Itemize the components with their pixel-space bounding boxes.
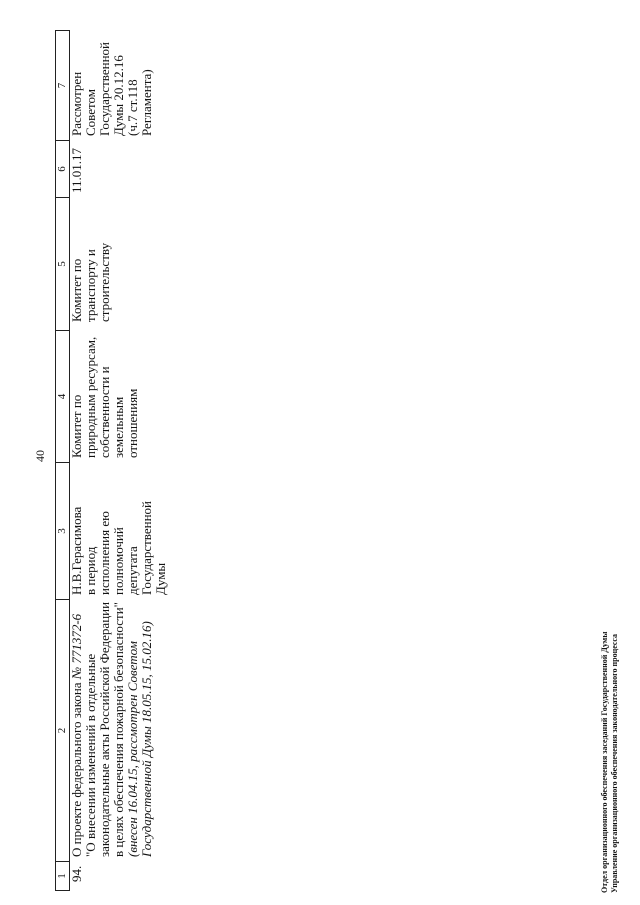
bill-title-line: законодательные акты Российской Федерации [97, 601, 112, 857]
page-number: 40 [33, 450, 47, 462]
initiator-line: исполнения ею [97, 511, 112, 595]
date-value: 11.01.17 [69, 147, 84, 193]
co-committee-line: транспорту и [83, 249, 98, 322]
table-row [70, 30, 168, 891]
committee-line: собственности и [97, 366, 112, 458]
bill-title-line: "О внесении изменений в отдельные [83, 653, 98, 857]
table-header-row [55, 30, 70, 891]
page-footer [600, 632, 620, 893]
header-cell-3: 3 [56, 462, 69, 599]
initiator-line: Думы [153, 562, 168, 595]
committee-line: природным ресурсам, [83, 336, 98, 458]
initiator-line: Н.В.Герасимова [69, 506, 84, 595]
status-line: Рассмотрен [69, 71, 84, 136]
bill-note-line: Государственной Думы 18.05.15, 15.02.16) [139, 621, 154, 857]
header-cell-4: 4 [56, 330, 69, 462]
co-committee-line: строительству [97, 242, 112, 322]
header-cell-5: 5 [56, 197, 69, 330]
header-cell-7: 7 [56, 30, 69, 140]
status-line: Думы 20.12.16 [111, 55, 126, 136]
header-cell-1: 1 [56, 861, 69, 891]
row-number: 94. [69, 865, 84, 882]
initiator-line: Государственной [139, 500, 154, 595]
initiator-cell [70, 462, 168, 599]
co-committee-line: Комитет по [69, 258, 84, 322]
status-line: Советом [83, 89, 98, 136]
co-committee-cell [70, 197, 168, 330]
status-line: (ч.7 ст.118 [125, 79, 140, 136]
date-cell [70, 140, 168, 197]
status-line: Государственной [97, 41, 112, 136]
bill-note-line: (внесен 16.04.15, рассмотрен Советом [125, 641, 140, 857]
status-line: Регламента) [139, 69, 154, 136]
header-cell-6: 6 [56, 140, 69, 197]
footer-department: Отдел организационного обеспечения заседаний Государственной Думы [600, 631, 609, 893]
initiator-line: полномочий [111, 527, 126, 595]
row-number-cell [70, 861, 168, 891]
bill-heading-prefix: О проекте федерального закона [69, 682, 84, 857]
committee-line: Комитет по [69, 394, 84, 458]
committee-line: земельным [111, 396, 126, 458]
bill-number: № 771372-6 [69, 613, 84, 680]
committee-cell [70, 330, 168, 462]
bill-heading-line [70, 599, 84, 857]
committee-line: отношениям [125, 388, 140, 458]
initiator-line: в период [83, 546, 98, 595]
bill-title-line: в целях обеспечения пожарной безопасности" [111, 602, 126, 857]
status-cell [70, 30, 168, 140]
initiator-line: депутата [125, 546, 140, 595]
footer-directorate: Управление организационного обеспечения законодательного процесса [610, 633, 619, 893]
bill-cell [70, 599, 168, 861]
header-cell-2: 2 [56, 599, 69, 861]
